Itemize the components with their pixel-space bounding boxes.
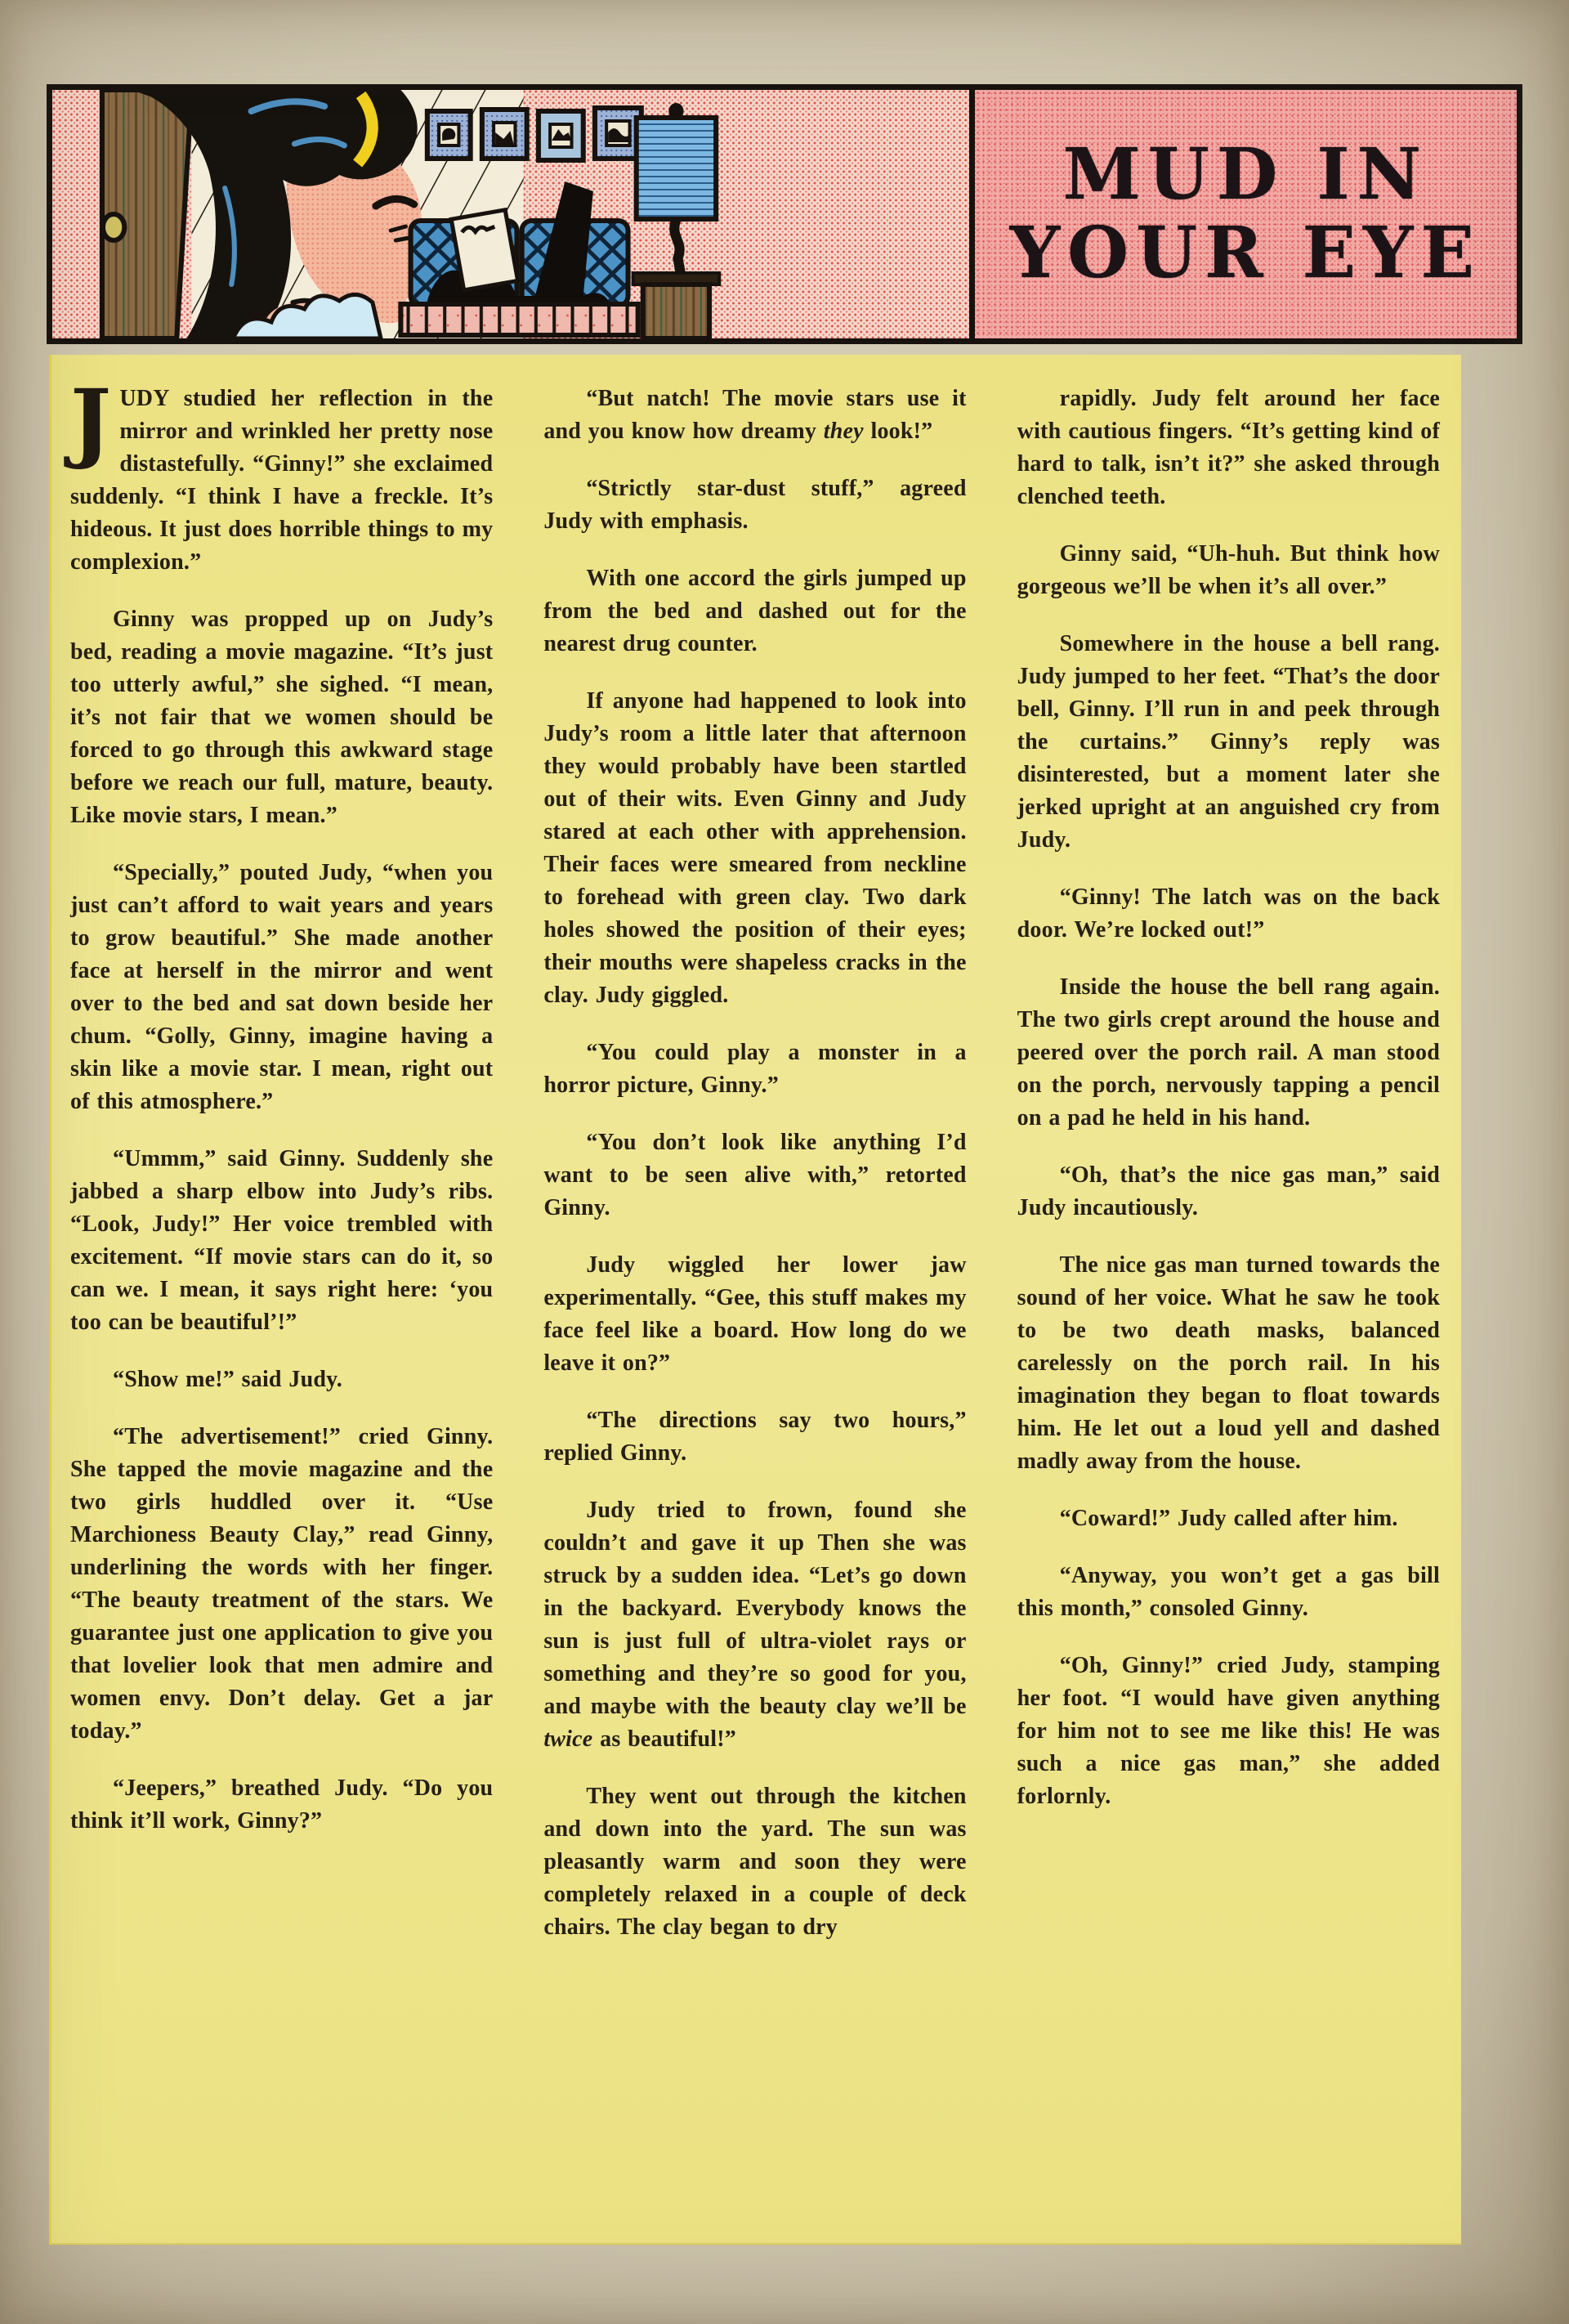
dropcap: J (70, 369, 112, 472)
story-paragraph (543, 1404, 966, 1470)
picture-frame-icon (427, 111, 471, 159)
text-segment: UDY studied her reflection in the mirror and wrinkled her pretty nose distastefully. “Ginny!” she exclaimed suddenly. “I think I have a freckle. It’s hideous. It just does horrible things to my complexion.” (70, 386, 494, 575)
story-paragraph (543, 1780, 966, 1944)
story-column (1017, 383, 1440, 2245)
story-paragraph (1017, 383, 1440, 513)
story-paragraph (543, 1249, 966, 1380)
story-paragraph (1017, 538, 1440, 603)
text-segment: With one accord the girls jumped up from the bed and dashed out for the nearest drug counter. (543, 566, 967, 656)
text-segment: “The directions say two hours,” replied Ginny. (543, 1408, 967, 1466)
story-paragraph (1017, 971, 1440, 1135)
text-segment: Somewhere in the house a bell rang. Judy jumped to her feet. “That’s the door bell, Ginny. I’ll run in and peek through the curtains.” Ginny’s reply was disinterested, but a moment later she jerked upright at an anguished cry from Judy. (1017, 631, 1440, 853)
italic-word: they (823, 419, 864, 444)
story-paragraph (1017, 1249, 1440, 1478)
story-paragraph (543, 383, 966, 448)
couch-base (400, 304, 637, 335)
story-title-line1: MUD IN (1062, 133, 1429, 217)
story-paragraph (543, 1494, 966, 1756)
text-segment: “Show me!” said Judy. (113, 1367, 342, 1392)
picture-frame-icon (539, 111, 583, 160)
living-room-scene (52, 90, 969, 338)
story-paragraph (70, 1364, 493, 1396)
text-segment: “But natch! The movie stars use it and you know how dreamy (543, 386, 967, 444)
text-segment: “The advertisement!” cried Ginny. She tapped the movie magazine and the two girls huddled over it. “Use Marchioness Beauty Clay,” read Ginny, underlining the words with her finger. “The beauty treatment of the stars. We guarantee just one application to give you that lovelier look that men admire and women envy. Don’t delay. Get a jar today.” (70, 1424, 494, 1744)
side-table (643, 284, 709, 338)
text-segment: “Anyway, you won’t get a gas bill this month,” consoled Ginny. (1017, 1563, 1440, 1621)
text-segment: Ginny said, “Uh-huh. But think how gorgeous we’ll be when it’s all over.” (1017, 541, 1440, 599)
story-paragraph (1017, 1560, 1440, 1625)
story-paragraph (70, 369, 494, 579)
header-panel (47, 84, 1522, 344)
story-paragraph (543, 472, 966, 538)
text-segment: “Specially,” pouted Judy, “when you just can’t afford to wait years and years to grow beautiful.” She made another face at herself in the mirror and went over to the bed and sat down beside her chum. “Golly, Ginny, imagine having a skin like a movie star. I mean, right out of this atmosphere.” (70, 860, 494, 1114)
story-paragraph (1017, 1502, 1440, 1535)
text-segment: If anyone had happened to look into Judy’s room a little later that afternoon they would probably have been startled out of their wits. Even Ginny and Judy stared at each other with apprehension. Their faces were smeared from neckline to forehead with green clay. Two dark holes showed the position of their eyes; their mouths were shapeless cracks in the clay. Judy giggled. (543, 688, 967, 1008)
text-segment: “You don’t look like anything I’d want to be seen alive with,” retorted Ginny. (543, 1130, 967, 1220)
story-paragraph (70, 857, 493, 1118)
story-paragraph (70, 1772, 493, 1838)
text-segment: “Ummm,” said Ginny. Suddenly she jabbed a sharp elbow into Judy’s ribs. “Look, Judy!” Her voice trembled with excitement. “If movie stars can do it, so can we. I mean, it says right here: ‘you too can be beautiful’!” (70, 1146, 494, 1335)
story-paragraph (1017, 1650, 1440, 1813)
story-column (543, 383, 966, 2245)
door (102, 90, 192, 338)
story-band (49, 355, 1461, 2245)
text-segment: “Strictly star-dust stuff,” agreed Judy with emphasis. (543, 476, 967, 534)
story-paragraph (543, 1037, 966, 1102)
text-segment: Judy wiggled her lower jaw experimentally. “Gee, this stuff makes my face feel like a board. How long do we leave it on?” (543, 1252, 967, 1376)
picture-frame-icon (482, 110, 527, 159)
story-paragraph (1017, 1159, 1440, 1225)
story-paragraph (543, 685, 966, 1012)
table-lamp (633, 103, 720, 338)
story-title-box (969, 90, 1517, 338)
story-paragraph (70, 603, 493, 832)
text-segment: They went out through the kitchen and down into the yard. The sun was pleasantly warm and soon they were completely relaxed in a couple of deck chairs. The clay began to dry (543, 1784, 967, 1940)
text-segment: Inside the house the bell rang again. The two girls crept around the house and peered over the porch rail. A man stood on the porch, nervously tapping a pencil on a pad he held in his hand. (1017, 974, 1440, 1131)
text-segment: “Oh, Ginny!” cried Judy, stamping her foot. “I would have given anything for him not to see me like this! He was such a nice gas man,” she added forlornly. (1017, 1653, 1440, 1809)
story-columns (70, 369, 1440, 2245)
story-paragraph (543, 1126, 966, 1225)
text-segment: “You could play a monster in a horror picture, Ginny.” (543, 1040, 967, 1098)
text-segment: “Oh, that’s the nice gas man,” said Judy incautiously. (1017, 1162, 1440, 1220)
text-segment: The nice gas man turned towards the sound of her voice. What he saw he took to be two death masks, balanced carelessly on the porch rail. In his imagination they began to float towards him. He let out a loud yell and dashed madly away from the house. (1017, 1252, 1440, 1474)
text-segment: “Coward!” Judy called after him. (1059, 1506, 1398, 1531)
story-paragraph (543, 562, 966, 660)
lamp-shade (637, 118, 716, 219)
text-segment: look!” (863, 419, 933, 444)
text-segment: as beautiful!” (592, 1726, 736, 1752)
text-segment: rapidly. Judy felt around her face with cautious fingers. “It’s getting kind of hard to talk, isn’t it?” she asked through clenched teeth. (1017, 386, 1440, 509)
story-paragraph (1017, 628, 1440, 857)
header-illustration (52, 90, 969, 338)
story-column (70, 369, 494, 2245)
text-segment: “Jeepers,” breathed Judy. “Do you think it’ll work, Ginny?” (70, 1775, 494, 1834)
italic-word: twice (543, 1726, 593, 1752)
story-paragraph (70, 1421, 493, 1748)
story-title-line2: YOUR EYE (1009, 212, 1482, 294)
story-paragraph (70, 1143, 493, 1339)
story-paragraph (1017, 881, 1440, 947)
text-segment: “Ginny! The latch was on the back door. We’re locked out!” (1017, 884, 1440, 943)
text-segment: Ginny was propped up on Judy’s bed, reading a movie magazine. “It’s just too utterly awful,” she sighed. “I mean, it’s not fair that we women should be forced to go through this awkward stage before we reach our full, mature, beauty. Like movie stars, I mean.” (70, 607, 494, 828)
text-segment: Judy tried to frown, found she couldn’t and gave it up Then she was struck by a sudden idea. “Let’s go down in the backyard. Everybody knows the sun is just full of ultra-violet rays or something and they’re so good for you, and maybe with the beauty clay we’ll be (543, 1498, 967, 1719)
magazine-paper (451, 210, 517, 290)
